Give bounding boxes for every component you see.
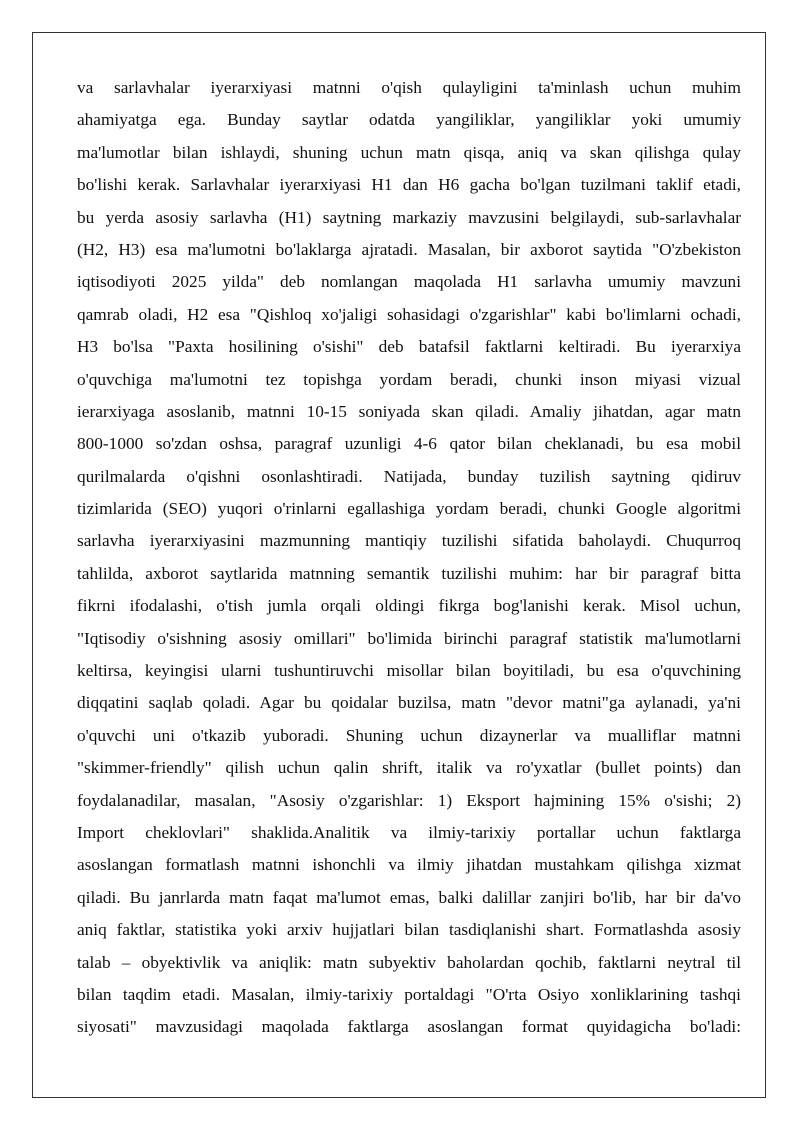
text-line: bilan taqdim etadi. Masalan, ilmiy-tarixiy portaldagi "O'rta Osiyo xonliklarining tashqi	[77, 984, 741, 1004]
text-line: qiladi. Bu janrlarda matn faqat ma'lumot emas, balki dalillar zanjiri bo'lib, har bir da'vo	[77, 887, 741, 907]
text-line: siyosati" mavzusidagi maqolada faktlarga asoslangan format quyidagicha bo'ladi:	[77, 1017, 741, 1037]
body-text	[77, 72, 741, 1044]
text-line: qamrab oladi, H2 esa "Qishloq xo'jaligi sohasidagi o'zgarishlar" kabi bo'limlarni ochadi,	[77, 304, 741, 324]
text-line: o'quvchi uni o'tkazib yuboradi. Shuning uchun dizaynerlar va mualliflar matnni	[77, 725, 741, 745]
text-line: tizimlarida (SEO) yuqori o'rinlarni egallashiga yordam beradi, chunki Google algoritmi	[77, 499, 741, 519]
text-line: "skimmer-friendly" qilish uchun qalin shrift, italik va ro'yxatlar (bullet points) dan	[77, 758, 741, 778]
text-line: keltirsa, keyingisi ularni tushuntiruvchi misollar bilan boyitiladi, bu esa o'quvchining	[77, 661, 741, 681]
text-line: (H2, H3) esa ma'lumotni bo'laklarga ajratadi. Masalan, bir axborot saytida "O'zbekiston	[77, 239, 741, 259]
text-line: diqqatini saqlab qoladi. Agar bu qoidalar buzilsa, matn "devor matni"ga aylanadi, ya'ni	[77, 693, 741, 713]
text-line: tahlilda, axborot saytlarida matnning semantik tuzilishi muhim: har bir paragraf bitta	[77, 563, 741, 583]
text-line: ma'lumotlar bilan ishlaydi, shuning uchun matn qisqa, aniq va skan qilishga qulay	[77, 142, 741, 162]
text-line: bo'lishi kerak. Sarlavhalar iyerarxiyasi H1 dan H6 gacha bo'lgan tuzilmani taklif etadi,	[77, 175, 741, 195]
text-line: fikrni ifodalashi, o'tish jumla orqali oldingi fikrga bog'lanishi kerak. Misol uchun,	[77, 596, 741, 616]
text-line: o'quvchiga ma'lumotni tez topishga yordam beradi, chunki inson miyasi vizual	[77, 369, 741, 389]
text-line: asoslangan formatlash matnni ishonchli va ilmiy jihatdan mustahkam qilishga xizmat	[77, 855, 741, 875]
text-line: va sarlavhalar iyerarxiyasi matnni o'qish qulayligini ta'minlash uchun muhim	[77, 78, 741, 97]
text-line: H3 bo'lsa "Paxta hosilining o'sishi" deb batafsil faktlarni keltiradi. Bu iyerarxiya	[77, 337, 741, 357]
text-line: qurilmalarda o'qishni osonlashtiradi. Natijada, bunday tuzilish saytning qidiruv	[77, 466, 741, 486]
text-line: "Iqtisodiy o'sishning asosiy omillari" bo'limida birinchi paragraf statistik ma'lumotlarni	[77, 628, 741, 648]
text-line: talab – obyektivlik va aniqlik: matn subyektiv baholardan qochib, faktlarni neytral til	[77, 952, 741, 972]
text-line: bu yerda asosiy sarlavha (H1) saytning markaziy mavzusini belgilaydi, sub-sarlavhalar	[77, 207, 741, 227]
text-line: 800-1000 so'zdan oshsa, paragraf uzunligi 4-6 qator bilan cheklanadi, bu esa mobil	[77, 434, 741, 454]
text-line: ahamiyatga ega. Bunday saytlar odatda yangiliklar, yangiliklar yoki umumiy	[77, 110, 741, 130]
text-line: foydalanadilar, masalan, "Asosiy o'zgarishlar: 1) Eksport hajmining 15% o'sishi; 2)	[77, 790, 741, 810]
text-line: ierarxiyaga asoslanib, matnni 10-15 soniyada skan qiladi. Amaliy jihatdan, agar matn	[77, 401, 741, 421]
text-line: Import cheklovlari" shaklida.Analitik va ilmiy-tarixiy portallar uchun faktlarga	[77, 822, 741, 842]
text-line: sarlavha iyerarxiyasini mazmunning mantiqiy tuzilishi sifatida baholaydi. Chuqurroq	[77, 531, 741, 551]
text-line: iqtisodiyoti 2025 yilda" deb nomlangan maqolada H1 sarlavha umumiy mavzuni	[77, 272, 741, 292]
text-line: aniq faktlar, statistika yoki arxiv hujjatlari bilan tasdiqlanishi shart. Formatlashda asosiy	[77, 920, 741, 940]
